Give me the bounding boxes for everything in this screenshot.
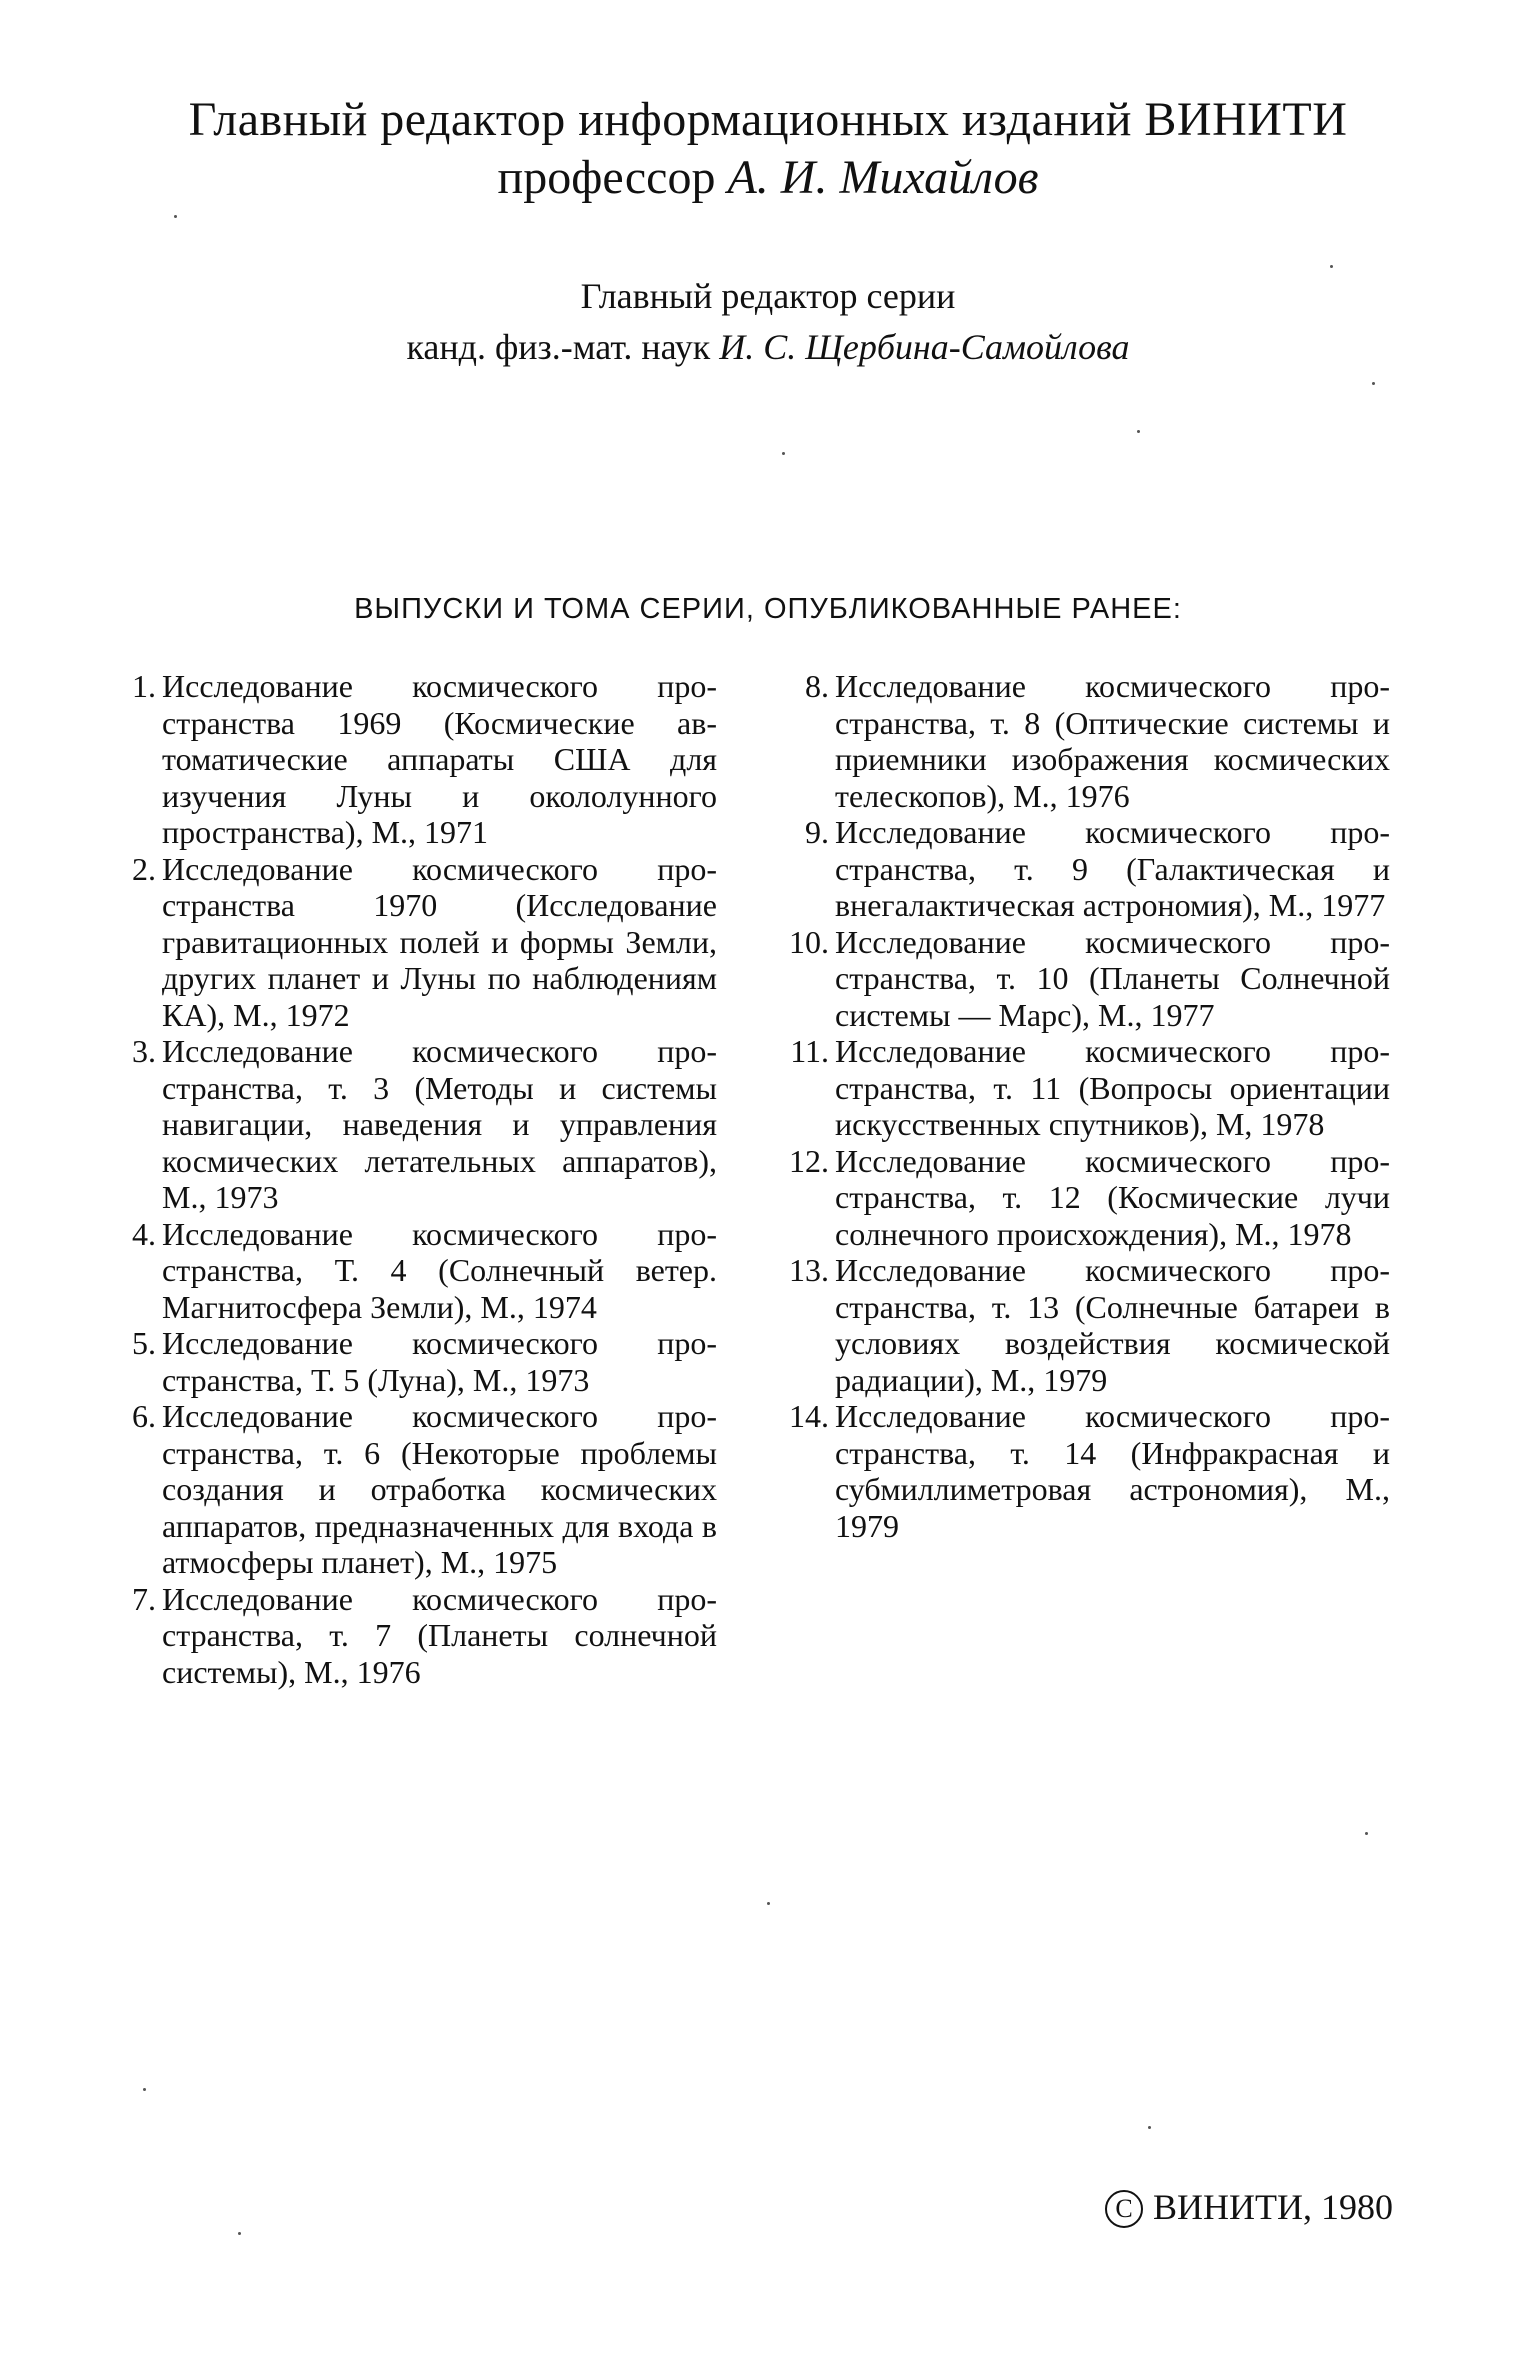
volume-item: [112, 1581, 717, 1691]
volume-item: [785, 1398, 1390, 1544]
volume-number: 4.: [132, 1215, 156, 1252]
volume-number: 5.: [132, 1325, 156, 1361]
volumes-list-right: [785, 668, 1390, 1544]
volume-item: [785, 1252, 1390, 1398]
volume-text: Исследование космического пространства, т. 13 (Солнечные батареи в условиях воздействия космической радиации), М., 1979: [835, 1252, 1390, 1398]
volume-number: 12.: [789, 1142, 829, 1179]
volume-number: 14.: [789, 1398, 829, 1434]
volume-text: Исследование космического пространства 1969 (Космические автоматические аппараты США для изучения Луны и окололунного пространства), М., 1971: [162, 668, 717, 850]
volume-item: [112, 668, 717, 851]
scan-speck: [238, 2232, 241, 2235]
volume-number: 7.: [132, 1580, 156, 1617]
volume-item: [112, 1216, 717, 1326]
scan-speck: [767, 1902, 770, 1905]
volume-item: [785, 924, 1390, 1034]
volume-number: 11.: [790, 1033, 829, 1069]
volume-text: Исследование космического пространства, т. 3 (Методы и системы навигации, наведения и управления космических летательных аппаратов), М., 1973: [162, 1033, 717, 1215]
volume-number: 10.: [789, 923, 829, 960]
chief-editor-rank: профессор: [497, 151, 716, 204]
chief-editor-name-line: [0, 150, 1536, 206]
scan-speck: [1365, 1832, 1368, 1835]
volume-number: 2.: [132, 850, 156, 887]
volume-text: Исследование космического пространства, т. 9 (Галактическая и внегалактическая астрономия), М., 1977: [835, 814, 1390, 923]
copyright-text: ВИНИТИ, 1980: [1153, 2187, 1393, 2227]
volume-number: 1.: [132, 668, 156, 704]
scan-speck: [1137, 430, 1140, 433]
volumes-list-left: [112, 668, 717, 1690]
volume-number: 8.: [805, 668, 829, 704]
volume-text: Исследование космического пространства, т. 7 (Планеты солнечной системы), М., 1976: [162, 1580, 717, 1690]
volume-number: 9.: [805, 814, 829, 850]
volume-number: 6.: [132, 1398, 156, 1434]
volume-text: Исследование космического пространства, Т. 5 (Луна), М., 1973: [162, 1325, 717, 1398]
series-editor-degree: канд. физ.-мат. наук: [406, 327, 711, 367]
volume-item: [785, 814, 1390, 924]
series-editor-name-line: [0, 326, 1536, 368]
volume-number: 13.: [789, 1252, 829, 1288]
volume-text: Исследование космического пространства, т. 10 (Планеты Солнечной системы — Марс), М., 1977: [835, 923, 1390, 1033]
chief-editor-title: Главный редактор информационных изданий ВИНИТИ: [188, 93, 1348, 146]
volume-text: Исследование космического пространства, т. 6 (Некоторые проблемы создания и отработка космических аппаратов, предназначенных для входа в атмосферы планет), М., 1975: [162, 1398, 717, 1580]
volume-text: Исследование космического пространства, Т. 4 (Солнечный ветер. Магнитосфера Земли), М., 1974: [162, 1215, 717, 1325]
volumes-heading: ВЫПУСКИ И ТОМА СЕРИИ, ОПУБЛИКОВАННЫЕ РАНЕЕ:: [354, 593, 1182, 625]
copyright-notice: [1105, 2186, 1393, 2228]
volume-item: [785, 668, 1390, 814]
series-editor-name: И. С. Щербина-Самойлова: [719, 327, 1130, 367]
volume-text: Исследование космического пространства, т. 11 (Вопросы ориентации искусственных спутников), М, 1978: [835, 1033, 1390, 1142]
copyright-icon: C: [1105, 2190, 1143, 2228]
volume-item: [785, 1033, 1390, 1143]
volume-item: [785, 1143, 1390, 1253]
chief-editor-name: А. И. Михайлов: [727, 151, 1039, 204]
scan-speck: [782, 452, 785, 455]
scan-speck: [143, 2088, 146, 2091]
volume-item: [112, 1033, 717, 1216]
volume-text: Исследование космического пространства 1970 (Исследование гравитационных полей и формы Земли, других планет и Луны по наблюдениям КА), М., 1972: [162, 850, 717, 1033]
volume-text: Исследование космического пространства, т. 12 (Космические лучи солнечного происхождения), М., 1978: [835, 1142, 1390, 1252]
scan-speck: [1372, 382, 1375, 385]
scan-speck: [174, 215, 177, 218]
series-editor-title: Главный редактор серии: [580, 276, 956, 316]
volume-item: [112, 1325, 717, 1398]
volume-number: 3.: [132, 1033, 156, 1069]
scan-speck: [1330, 265, 1333, 268]
volume-text: Исследование космического пространства, т. 8 (Оптические системы и приемники изображения космических телескопов), М., 1976: [835, 668, 1390, 814]
volume-text: Исследование космического пространства, т. 14 (Инфракрасная и субмиллиметровая астрономия), М., 1979: [835, 1398, 1390, 1544]
volume-item: [112, 1398, 717, 1581]
scan-speck: [1148, 2126, 1151, 2129]
volume-item: [112, 851, 717, 1034]
